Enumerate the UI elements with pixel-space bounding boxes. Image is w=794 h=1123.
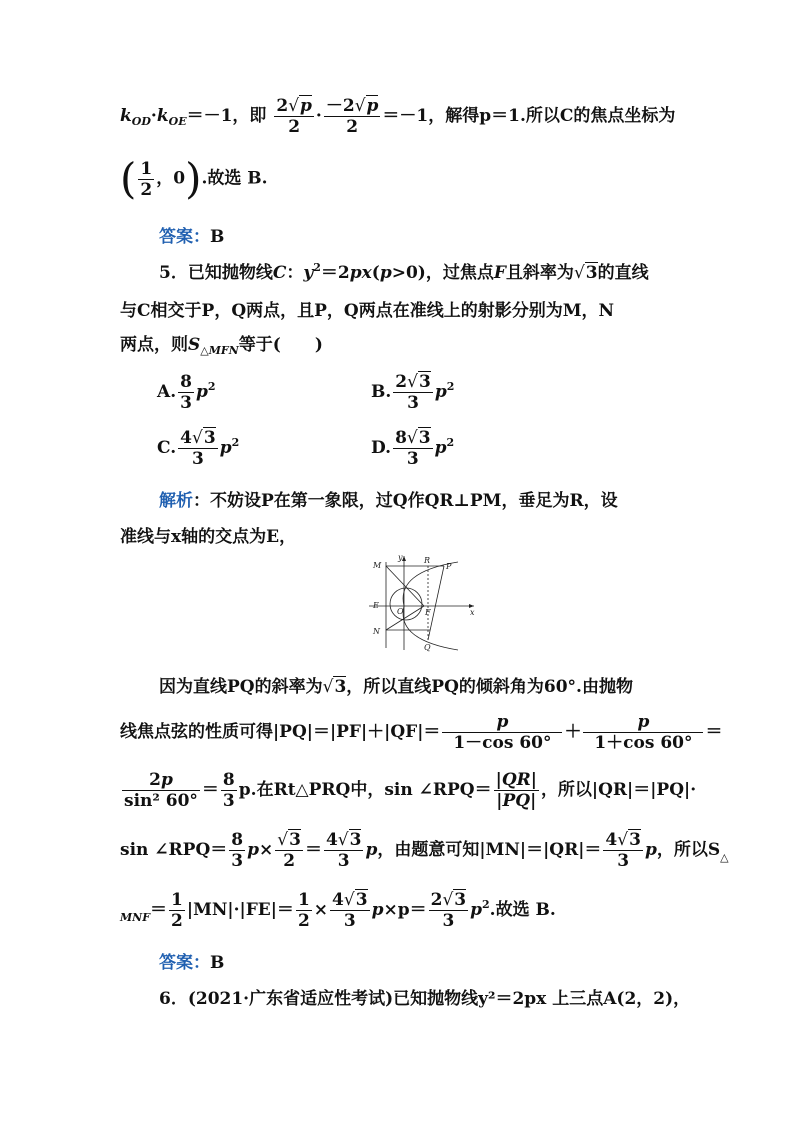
label-q: Q: [424, 643, 431, 652]
label-r: R: [424, 556, 431, 565]
option-b[interactable]: B. $\frac{2√3}{3}$ $p^2$: [371, 372, 455, 413]
analysis-line-5: $\frac{2p}{\text{sin² 60°}}$ ＝ $\frac{8}{3}$ p.在Rt△PRQ中，sin ∠RPQ＝ $\frac{|QR|}{|PQ|}$ ，所以|QR|＝|PQ|·: [124, 770, 697, 811]
label-p: P: [446, 562, 452, 571]
analysis-line-2: 准线与x轴的交点为E，: [120, 527, 297, 547]
q6-line-1: 6．(2021·广东省适应性考试)已知抛物线y²＝2px 上三点A(2，2)，: [159, 989, 691, 1009]
option-d[interactable]: D. $\frac{8√3}{3}$ $p^2$: [371, 428, 455, 469]
q5-line-1: 5．已知抛物线C：$y^2=2px(p>0)$，过焦点F且斜率为√3的直线: [159, 261, 649, 283]
q5-line-3: 两点，则$S_{\triangle MFN}$等于( ): [120, 335, 323, 357]
label-n: N: [373, 627, 380, 636]
analysis-line-6: sin ∠RPQ＝ $\frac{8}{3}$ p× $\frac{√3}{2}$ ＝ $\frac{4√3}{3}$ p，由题意可知|MN|＝|QR|＝ $\frac{4√3}{3}$ p，所以$S_\triangle$: [120, 830, 729, 871]
fraction: $\frac{1}{2}$: [140, 158, 153, 200]
prev-line-1: $k_{OD}\cdot k_{OE}=-1$，即 $\frac{2√p}{2}$ · $\frac{-2√p}{2}$ ＝－1，解得p＝1.所以C的焦点坐标为: [120, 96, 676, 137]
label-x: x: [470, 608, 475, 617]
analysis-line-7: $_{MNF}$＝ $\frac{1}{2}$ |MN|·|FE|＝ $\frac{1}{2}$ × $\frac{4√3}{3}$ p×p＝ $\frac{2√3}{3}$ $p^2$.故选 B.: [120, 890, 556, 931]
prev-line-2: ( $\frac{1}{2}$ ，0).故选 B.: [120, 154, 268, 203]
label-m: M: [373, 561, 382, 570]
label-e: E: [373, 601, 379, 610]
label-y: y: [398, 553, 403, 562]
analysis-line-3: 因为直线PQ的斜率为√3，所以直线PQ的倾斜角为60°.由抛物: [159, 677, 633, 697]
q5-line-2: 与C相交于P，Q两点，且P，Q两点在准线上的射影分别为M，N: [120, 301, 615, 321]
parabola-figure: [366, 552, 478, 652]
analysis-line-4: 线焦点弦的性质可得|PQ|＝|PF|＋|QF|＝ $\frac{p}{1-\cos 60^\circ}$ ＋ $\frac{p}{1+\cos 60^\circ}$ ＝: [120, 712, 723, 753]
answer-4: 答案：B: [159, 227, 225, 247]
label-f: F: [425, 608, 431, 617]
answer-5: 答案：B: [159, 953, 225, 973]
label-o: O: [397, 607, 404, 616]
fraction: $\frac{-2√p}{2}$: [325, 96, 379, 137]
option-c[interactable]: C. $\frac{4√3}{3}$ $p^2$: [157, 428, 240, 469]
option-a[interactable]: A. $\frac{8}{3}$ $p^2$: [157, 372, 216, 413]
fraction: $\frac{2√p}{2}$: [276, 96, 312, 137]
analysis-line-1: 解析：不妨设P在第一象限，过Q作QR⊥PM，垂足为R，设: [159, 491, 618, 511]
